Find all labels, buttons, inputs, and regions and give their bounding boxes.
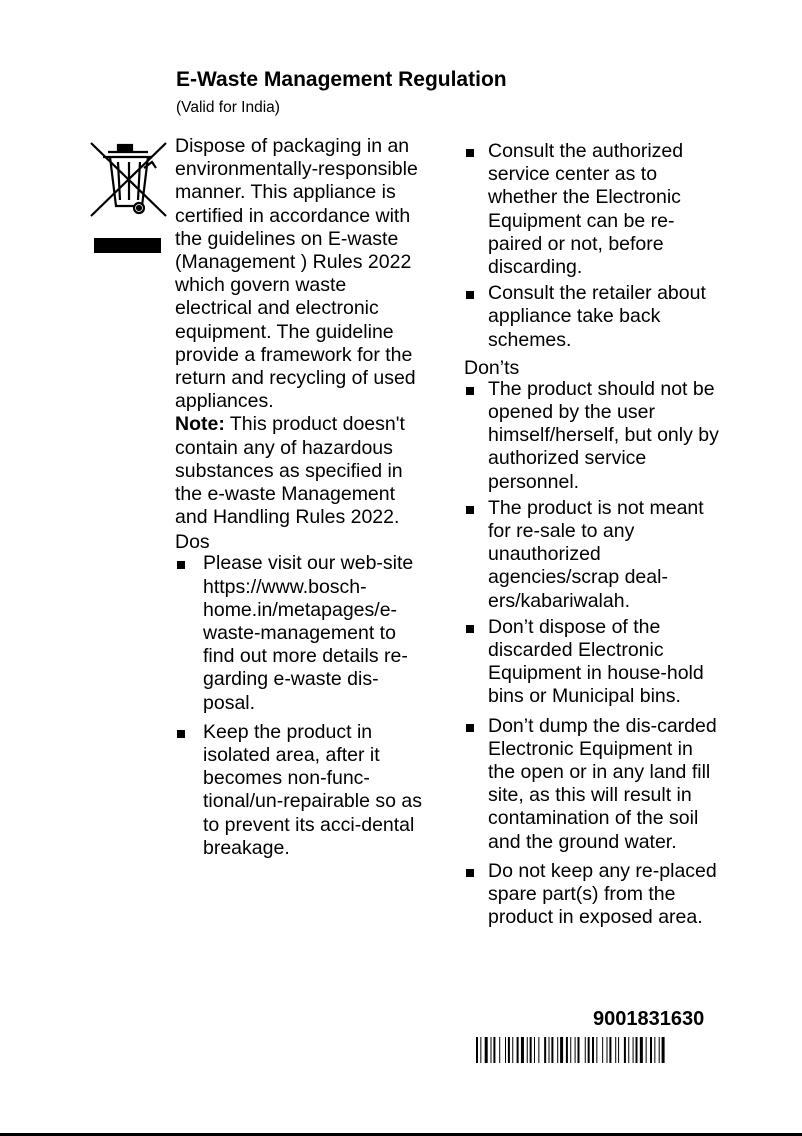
barcode [476,1037,722,1063]
barcode-bar [508,1037,510,1063]
barcode-bar [560,1037,563,1063]
list-item: Don’t dispose of the discarded Electronic Equipment in house-hold bins or Municipal bins. [464,616,724,709]
barcode-bar [480,1037,481,1063]
barcode-bar [549,1037,550,1063]
barcode-bar [609,1037,611,1063]
barcode-bar [527,1037,528,1063]
barcode-bar [538,1037,539,1063]
barcode-bar [628,1037,629,1063]
barcode-bar [602,1037,603,1063]
barcode-bar [615,1037,616,1063]
list-item: Consult the retailer about appliance take back schemes. [464,282,724,352]
barcode-bar [596,1037,597,1063]
barcode-bar [530,1037,532,1063]
barcode-bar [585,1037,586,1063]
marking-bar [94,238,161,253]
barcode-bar [662,1037,665,1063]
list-item: The product is not meant for re-sale to any unauthorized agencies/scrap deal-ers/kabariwalah. [464,497,724,613]
barcode-bar [551,1037,553,1063]
list-item: The product should not be opened by the user himself/herself, but only by authorized service personnel. [464,378,724,494]
intro-paragraph: Dispose of packaging in an environmentally-responsible manner. This appliance is certified in accordance with the guidelines on E-waste (Management ) Rules 2022 which govern waste electrical and electronic equipment. The guideline provide a framework for the return and recycling of used appliances. [175,135,418,413]
barcode-bar [499,1037,500,1063]
barcode-bar [566,1037,568,1063]
donts-heading: Don’ts [464,356,520,379]
list-item: Keep the product in isolated area, after it becomes non-func-tional/un-repairable so as to prevent its acci-dental breakage. [175,721,425,860]
barcode-bar [534,1037,535,1063]
page-subtitle: (Valid for India) [176,99,280,116]
barcode-bar [636,1037,638,1063]
right-column [464,140,724,933]
barcode-bar [640,1037,643,1063]
barcode-bar [588,1037,590,1063]
barcode-bar [557,1037,558,1063]
barcode-bar [575,1037,576,1063]
donts-list [464,378,724,930]
crossed-out-bin-icon [88,140,170,222]
dos-continued-list [464,140,724,352]
barcode-bar [517,1037,519,1063]
note-paragraph [175,413,425,529]
barcode-bar [618,1037,619,1063]
barcode-bar [659,1037,660,1063]
left-column [175,135,425,863]
barcode-bar [476,1037,478,1063]
barcode-bar [578,1037,580,1063]
list-item: Don’t dump the dis-carded Electronic Equipment in the open or in any land fill site, as this will result in contamination of the soil and the ground water. [464,715,724,854]
barcode-bar [512,1037,513,1063]
barcode-bar [491,1037,492,1063]
barcode-bar [521,1037,524,1063]
note-text: This product doesn't contain any of hazardous substances as specified in the e-waste Management and Handling Rules 2022. [175,413,405,529]
dos-heading: Dos [175,531,210,554]
list-item: Please visit our web-site https://www.bosch-home.in/metapages/e-waste-management to find out more details re-garding e-waste dis-posal. [175,552,425,714]
barcode-bar [624,1037,626,1063]
barcode-bar [570,1037,571,1063]
barcode-bar [505,1037,506,1063]
barcode-bar [654,1037,655,1063]
barcode-bar [646,1037,647,1063]
barcode-bar [544,1037,546,1063]
barcode-bar [650,1037,652,1063]
dos-list [175,552,425,860]
part-number: 9001831630 [593,1008,705,1030]
list-item: Do not keep any re-placed spare part(s) from the product in exposed area. [464,860,724,930]
barcode-bar [633,1037,634,1063]
list-item: Consult the authorized service center as to whether the Electronic Equipment can be re-paired or not, before discarding. [464,140,724,279]
barcode-bar [493,1037,495,1063]
note-label: Note: [175,413,225,436]
barcode-bar [607,1037,608,1063]
page-title: E-Waste Management Regulation [176,68,507,91]
barcode-bar [592,1037,594,1063]
barcode-bar [485,1037,488,1063]
